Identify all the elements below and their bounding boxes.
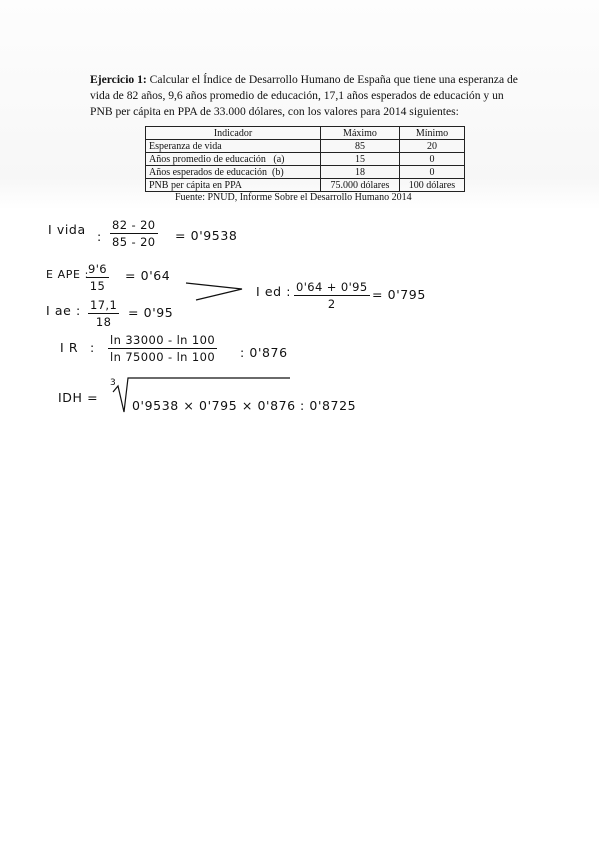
table-cell: 85 [321,140,400,153]
ivida-separator: : [97,229,102,244]
ivida-denominator: 85 - 20 [112,235,156,249]
table-cell: PNB per cápita en PPA [146,179,321,192]
table-cell: Años esperados de educación (b) [146,166,321,179]
idh-root-index: 3 [110,378,117,388]
ied-denominator: 2 [327,297,336,311]
ied-numerator: 0'64 + 0'95 [296,280,368,294]
table-cell: 15 [321,153,400,166]
exercise-label: Ejercicio 1: [90,73,147,86]
exercise-text: Calcular el Índice de Desarrollo Humano de España que tiene una esperanza de vida de 82 años, 9,6 años promedio de educación, 17,1 años esperados de educación y un PNB per cápita en PPA de 33.000 dólares, con los valores para 2014 siguientes: [90,73,518,118]
table-header: Máximo [321,127,400,140]
arrow-stroke [186,283,242,300]
ir-numerator: ln 33000 - ln 100 [110,333,216,347]
eape-result: = 0'64 [125,268,171,283]
table-header: Indicador [146,127,321,140]
ied-label: I ed : [256,284,292,299]
eape-numerator: 9'6 [88,262,107,276]
table-cell: Años promedio de educación (a) [146,153,321,166]
idh-radicand: 0'9538 × 0'795 × 0'876 [132,398,296,413]
idh-result: : 0'8725 [300,398,357,413]
ir-label: I R [60,340,79,355]
iae-label: I ae : [46,303,81,318]
cube-root-symbol [113,378,290,412]
table-header: Mínimo [400,127,465,140]
eape-denominator: 15 [89,279,106,293]
iae-numerator: 17,1 [90,298,118,312]
table-source: Fuente: PNUD, Informe Sobre el Desarrollo Humano 2014 [175,192,412,203]
idh-label: IDH = [58,390,99,405]
table-cell: 0 [400,166,465,179]
table-cell: 20 [400,140,465,153]
ivida-label: I vida [48,222,86,237]
ir-denominator: ln 75000 - ln 100 [110,350,216,364]
ivida-numerator: 82 - 20 [112,218,156,232]
ivida-result: = 0'9538 [175,228,238,243]
table-cell: 0 [400,153,465,166]
eape-label: E APE : [46,268,89,281]
table-cell: 18 [321,166,400,179]
ir-separator: : [90,340,95,355]
ied-result: = 0'795 [372,287,426,302]
iae-result: = 0'95 [128,305,174,320]
iae-denominator: 18 [95,315,112,329]
table-cell: 100 dólares [400,179,465,192]
ir-result: : 0'876 [240,345,288,360]
table-cell: 75.000 dólares [321,179,400,192]
table-cell: Esperanza de vida [146,140,321,153]
